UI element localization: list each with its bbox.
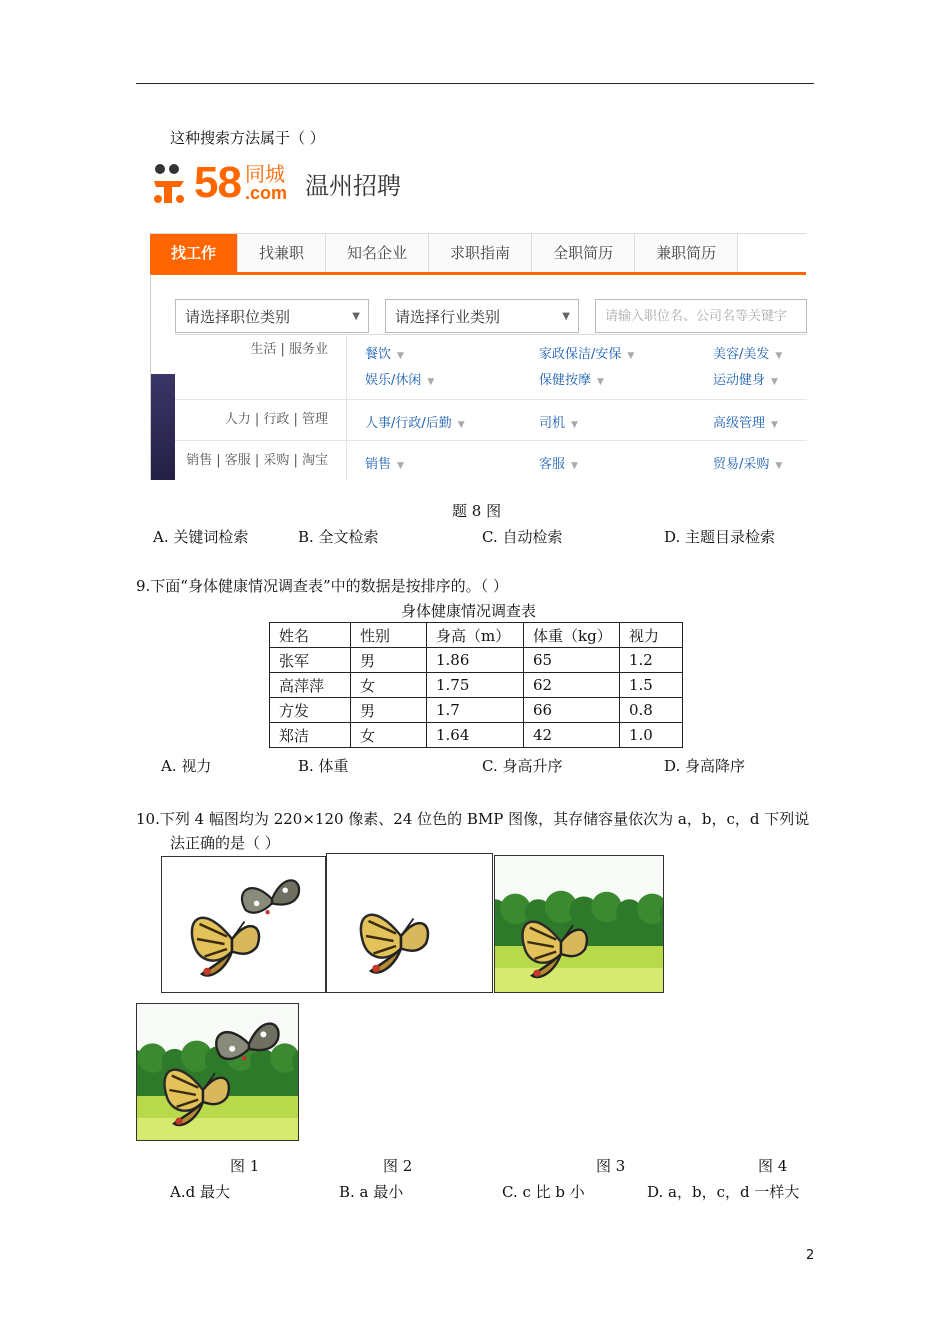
category-item[interactable]: 销售 ▼ bbox=[365, 457, 404, 472]
q10-stem-line1: 10.下列 4 幅图均为 220×120 像素、24 位色的 BMP 图像，其存储容量依次为 a，b，c，d 下列说 bbox=[136, 810, 810, 828]
tab-job-guide[interactable]: 求职指南 bbox=[429, 234, 532, 272]
table-row bbox=[270, 648, 683, 673]
category-item[interactable]: 高级管理 ▼ bbox=[713, 416, 778, 431]
table-header-row bbox=[270, 623, 683, 648]
table-cell: 男 bbox=[351, 698, 427, 723]
table-cell: 女 bbox=[351, 673, 427, 698]
job-category-select[interactable] bbox=[175, 299, 369, 333]
table-cell: 张军 bbox=[270, 648, 351, 673]
page-number: 2 bbox=[806, 1248, 815, 1263]
category-row bbox=[175, 400, 807, 441]
category-row-label: 人力 | 行政 | 管理 bbox=[175, 400, 347, 440]
q10-stem-line2: 法正确的是（ ） bbox=[170, 834, 280, 852]
chevron-down-icon: ▼ bbox=[562, 311, 570, 322]
category-item[interactable]: 人事/行政/后勤 ▼ bbox=[365, 416, 465, 431]
tab-find-job[interactable]: 找工作 bbox=[150, 234, 238, 272]
category-item[interactable]: 娱乐/休闲 ▼ bbox=[365, 373, 435, 388]
q8-option-b: B. 全文检索 bbox=[298, 528, 379, 546]
table-cell: 62 bbox=[524, 673, 620, 698]
category-item[interactable]: 司机 ▼ bbox=[539, 416, 578, 431]
chevron-down-icon: ▼ bbox=[352, 311, 360, 322]
q10-option-b: B. a 最小 bbox=[339, 1183, 404, 1201]
q9-option-c: C. 身高升序 bbox=[482, 757, 563, 775]
table-row bbox=[270, 698, 683, 723]
table-cell: 1.0 bbox=[620, 723, 683, 748]
category-dropdown bbox=[175, 334, 807, 481]
q9-stem: 9.下面“身体健康情况调查表”中的数据是按排序的。（ ） bbox=[136, 577, 508, 595]
site-screenshot bbox=[150, 155, 810, 480]
category-row-label: 销售 | 客服 | 采购 | 淘宝 bbox=[175, 441, 347, 481]
table-cell: 1.7 bbox=[427, 698, 524, 723]
category-item[interactable]: 家政保洁/安保 ▼ bbox=[539, 347, 635, 362]
table-header: 性别 bbox=[351, 623, 427, 648]
side-banner bbox=[151, 374, 175, 480]
figure-4-caption: 图 4 bbox=[758, 1157, 788, 1175]
industry-category-value: 请选择行业类别 bbox=[395, 308, 501, 326]
table-row bbox=[270, 723, 683, 748]
q8-option-c: C. 自动检索 bbox=[482, 528, 563, 546]
q9-option-a: A. 视力 bbox=[161, 757, 212, 775]
q9-option-b: B. 体重 bbox=[298, 757, 349, 775]
category-row bbox=[175, 441, 807, 481]
figure-2-caption: 图 2 bbox=[383, 1157, 413, 1175]
figure-1-image bbox=[161, 856, 326, 993]
q10-option-d: D. a，b，c，d 一样大 bbox=[647, 1183, 800, 1201]
q10-option-a: A.d 最大 bbox=[170, 1183, 230, 1201]
category-item[interactable]: 餐饮 ▼ bbox=[365, 347, 404, 362]
category-item[interactable]: 保健按摩 ▼ bbox=[539, 373, 604, 388]
category-row-label: 生活 | 服务业 bbox=[175, 335, 347, 399]
table-cell: 1.2 bbox=[620, 648, 683, 673]
category-item[interactable]: 客服 ▼ bbox=[539, 457, 578, 472]
table-header: 体重（kg） bbox=[524, 623, 620, 648]
q10-option-c: C. c 比 b 小 bbox=[502, 1183, 585, 1201]
q8-option-d: D. 主题目录检索 bbox=[664, 528, 776, 546]
table-cell: 42 bbox=[524, 723, 620, 748]
job-category-value: 请选择职位类别 bbox=[185, 308, 291, 326]
table-cell: 1.75 bbox=[427, 673, 524, 698]
table-header: 姓名 bbox=[270, 623, 351, 648]
site-logo bbox=[150, 155, 401, 211]
top-rule bbox=[136, 83, 814, 84]
logo-com: .com bbox=[244, 183, 287, 203]
logo-city: 温州招聘 bbox=[304, 171, 401, 200]
industry-category-select[interactable] bbox=[385, 299, 579, 333]
table-cell: 方发 bbox=[270, 698, 351, 723]
logo-tongcheng: 同城 bbox=[244, 162, 285, 186]
table-header: 视力 bbox=[620, 623, 683, 648]
figure-3-caption: 图 3 bbox=[596, 1157, 626, 1175]
keyword-search-input[interactable]: 请输入职位名、公司名等关键字 bbox=[595, 299, 807, 333]
tab-famous-companies[interactable]: 知名企业 bbox=[326, 234, 429, 272]
figure-4-image bbox=[136, 1003, 299, 1141]
figure-3-image bbox=[494, 855, 664, 993]
table-cell: 高萍萍 bbox=[270, 673, 351, 698]
q9-option-d: D. 身高降序 bbox=[664, 757, 746, 775]
nav-tabs bbox=[150, 233, 806, 275]
table-cell: 女 bbox=[351, 723, 427, 748]
tab-parttime-resume[interactable]: 兼职简历 bbox=[635, 234, 738, 272]
table-row bbox=[270, 673, 683, 698]
logo-number: 58 bbox=[194, 158, 241, 207]
table-header: 身高（m） bbox=[427, 623, 524, 648]
category-row bbox=[175, 335, 807, 400]
q8-option-a: A. 关键词检索 bbox=[153, 528, 249, 546]
table-cell: 1.64 bbox=[427, 723, 524, 748]
table-cell: 1.86 bbox=[427, 648, 524, 673]
logo-mascot-icon bbox=[150, 161, 190, 205]
category-item[interactable]: 贸易/采购 ▼ bbox=[713, 457, 783, 472]
table-cell: 0.8 bbox=[620, 698, 683, 723]
tab-fulltime-resume[interactable]: 全职简历 bbox=[532, 234, 635, 272]
q8-caption: 题 8 图 bbox=[452, 502, 502, 520]
table-cell: 郑洁 bbox=[270, 723, 351, 748]
survey-table bbox=[269, 622, 683, 748]
category-item[interactable]: 运动健身 ▼ bbox=[713, 373, 778, 388]
tab-part-time[interactable]: 找兼职 bbox=[238, 234, 326, 272]
search-panel bbox=[150, 274, 807, 480]
figure-1-caption: 图 1 bbox=[230, 1157, 260, 1175]
q9-table-title: 身体健康情况调查表 bbox=[401, 602, 537, 620]
figure-2-image bbox=[326, 853, 493, 993]
table-cell: 男 bbox=[351, 648, 427, 673]
category-item[interactable]: 美容/美发 ▼ bbox=[713, 347, 783, 362]
q8-stem: 这种搜索方法属于（ ） bbox=[170, 129, 325, 147]
table-cell: 65 bbox=[524, 648, 620, 673]
table-cell: 66 bbox=[524, 698, 620, 723]
table-cell: 1.5 bbox=[620, 673, 683, 698]
